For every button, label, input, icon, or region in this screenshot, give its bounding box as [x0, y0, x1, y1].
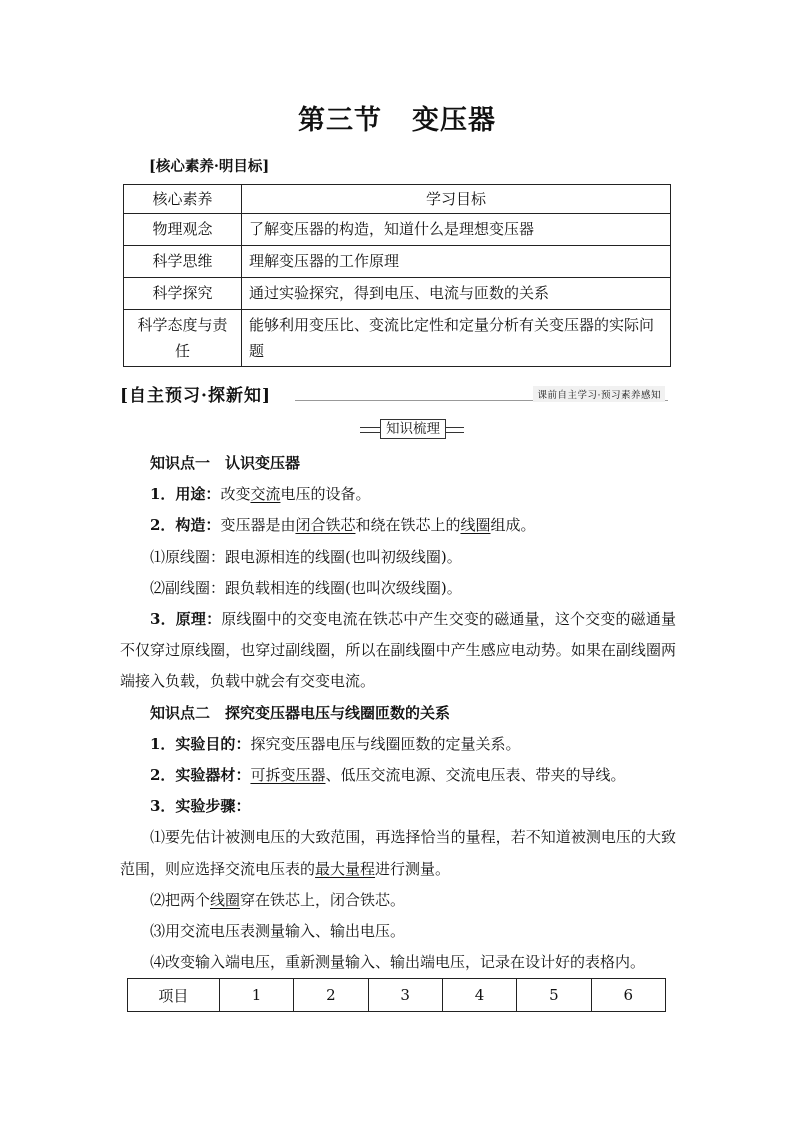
- text: 穿在铁芯上，闭合铁芯。: [240, 890, 406, 909]
- table-cell: 3: [368, 979, 442, 1012]
- core-literacy-label: [核心素养·明目标]: [149, 158, 270, 175]
- kp2-step-4: ⑷改变输入端电压，重新测量输入、输出端电压，记录在设计好的表格内。: [150, 953, 646, 972]
- table-cell: 科学态度与责任: [124, 310, 242, 367]
- table-row: [124, 278, 671, 310]
- title-section-number: 第三节: [298, 105, 382, 136]
- item-label: 1．用途：: [150, 485, 221, 504]
- table-cell: 项目: [128, 979, 220, 1012]
- text: 原线圈中的交变电流在铁芯中产生交变的磁通量，这个交变的磁通量不仅穿过原线圈，也穿过副线圈，所以在副线圈中产生感应电动势。如果在副线圈两端接入负载，负载中就会有交变电流。: [120, 610, 677, 691]
- experiment-table: [127, 978, 666, 1012]
- text: 组成。: [490, 516, 536, 535]
- text: 改变: [220, 485, 251, 504]
- table-cell: 物理观念: [124, 214, 242, 246]
- table-cell: 通过实验探究，得到电压、电流与匝数的关系: [242, 278, 671, 310]
- content-body: [120, 448, 676, 978]
- table-cell: 2: [294, 979, 368, 1012]
- text: 和绕在铁芯上的: [355, 516, 461, 535]
- core-literacy-table: [123, 184, 671, 367]
- kp1-secondary-coil: ⑵副线圈：跟负载相连的线圈(也叫次级线圈)。: [150, 578, 462, 597]
- table-cell: 科学思维: [124, 246, 242, 278]
- underlined-term: 线圈: [460, 516, 491, 535]
- text: ⑴要先估计被测电压的大致范围，再选择恰当的量程，若不知道被测电压的大致范围，则应选择交流电压表的: [120, 828, 676, 878]
- kp1-primary-coil: ⑴原线圈：跟电源相连的线圈(也叫初级线圈)。: [150, 547, 462, 566]
- section-header: [120, 381, 668, 406]
- table-row: [124, 214, 671, 246]
- text: 探究变压器电压与线圈匝数的定量关系。: [250, 734, 521, 753]
- table-cell: 科学探究: [124, 278, 242, 310]
- header-cell: 核心素养: [124, 185, 242, 214]
- badge-label: 知识梳理: [380, 419, 446, 439]
- underlined-term: 可拆变压器: [250, 766, 326, 785]
- item-label: 1．实验目的：: [150, 734, 251, 753]
- section-title: [自主预习·探新知]: [120, 386, 272, 406]
- table-cell: 5: [517, 979, 591, 1012]
- table-cell: 1: [219, 979, 293, 1012]
- kp2-equipment: [120, 760, 676, 791]
- table-cell: 了解变压器的构造，知道什么是理想变压器: [242, 214, 671, 246]
- header-cell: 学习目标: [242, 185, 671, 214]
- item-label: 2．构造：: [150, 516, 221, 535]
- table-cell: 理解变压器的工作原理: [242, 246, 671, 278]
- table-row: [124, 246, 671, 278]
- table-cell: 能够利用变压比、变流比定性和定量分析有关变压器的实际问题: [242, 310, 671, 367]
- underlined-term: 交流: [250, 485, 281, 504]
- text: 进行测量。: [375, 859, 451, 878]
- kp2-step-1: [120, 822, 676, 884]
- kp2-step-3: ⑶用交流电压表测量输入、输出电压。: [150, 922, 406, 941]
- text: ⑵把两个: [150, 890, 211, 909]
- kp1-use: [120, 479, 676, 510]
- kp2-purpose: [120, 729, 676, 760]
- kp2-step-2: [120, 885, 676, 916]
- kp2-heading: 知识点二 探究变压器电压与线圈匝数的关系: [150, 703, 451, 722]
- underlined-term: 最大量程: [315, 859, 376, 878]
- kp1-structure: [120, 510, 676, 541]
- underlined-term: 闭合铁芯: [295, 516, 356, 535]
- title-topic: 变压器: [412, 105, 496, 136]
- underlined-term: 线圈: [210, 890, 241, 909]
- page-title: [0, 98, 794, 137]
- kp1-principle: [120, 604, 676, 698]
- text: 变压器是由: [220, 516, 296, 535]
- kp2-steps-label: 3．实验步骤：: [150, 797, 251, 816]
- item-label: 3．原理：: [150, 610, 222, 629]
- knowledge-summary-badge: [360, 419, 464, 437]
- text: 、低压交流电源、交流电压表、带夹的导线。: [325, 766, 626, 785]
- table-header-row: [124, 185, 671, 214]
- table-row: [128, 979, 666, 1012]
- section-tag: 课前自主学习·预习素养感知: [533, 386, 665, 402]
- item-label: 2．实验器材：: [150, 766, 251, 785]
- text: 电压的设备。: [280, 485, 371, 504]
- kp1-heading: 知识点一 认识变压器: [150, 454, 301, 472]
- table-cell: 6: [591, 979, 665, 1012]
- table-row: [124, 310, 671, 367]
- table-cell: 4: [442, 979, 516, 1012]
